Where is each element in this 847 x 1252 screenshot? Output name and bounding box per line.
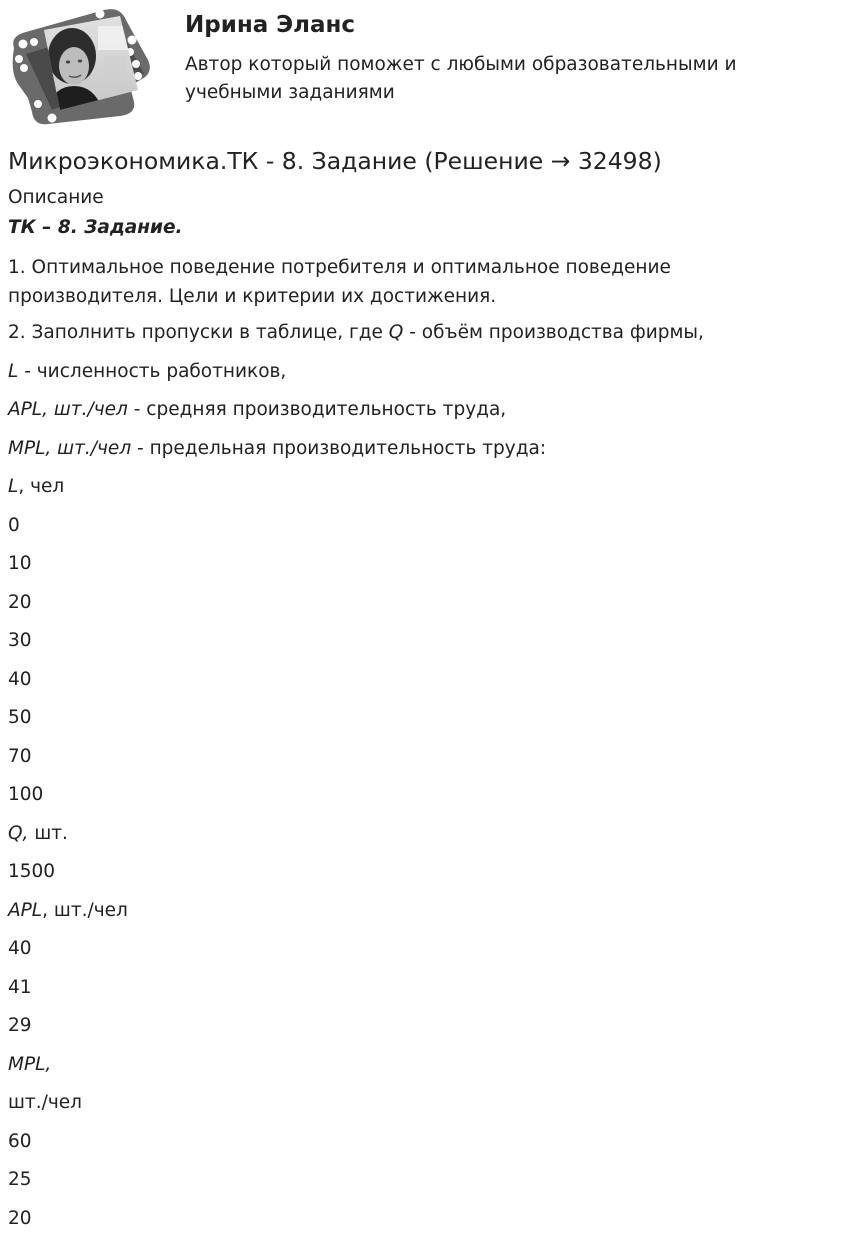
table-l-header-unit: , чел	[18, 476, 65, 497]
table-cell: 1500	[8, 861, 56, 882]
table-q-header	[8, 823, 68, 844]
table-cell: 60	[8, 1131, 32, 1152]
author-name[interactable]: Ирина Эланс	[185, 12, 356, 38]
table-cell: 25	[8, 1169, 32, 1190]
task-item-2-suffix: - объём производства фирмы,	[403, 322, 704, 343]
table-cell: 40	[8, 669, 32, 690]
table-cell: 0	[8, 515, 20, 536]
task-item-2	[8, 322, 704, 343]
definition-l-text: - численность работников,	[18, 361, 287, 382]
task-title: ТК – 8. Задание.	[8, 217, 183, 238]
definition-l-var: L	[8, 361, 19, 382]
table-q-header-var: Q,	[8, 823, 29, 844]
table-cell: 100	[8, 784, 44, 805]
definition-apl-text: - средняя производительность труда,	[127, 399, 507, 420]
table-cell: 20	[8, 1208, 32, 1229]
table-cell: 30	[8, 630, 32, 651]
table-q-header-unit: шт.	[28, 823, 68, 844]
table-cell: 70	[8, 746, 32, 767]
page-title: Микроэкономика.ТК - 8. Задание (Решение → 32498)	[8, 147, 662, 175]
definition-apl	[8, 399, 506, 420]
table-apl-header-unit: , шт./чел	[42, 900, 128, 921]
definition-mpl	[8, 438, 546, 459]
author-description: Автор который поможет с любыми образовательными и учебными заданиями	[185, 54, 737, 103]
task-item-2-var: Q	[388, 322, 404, 343]
definition-mpl-var: MPL, шт./чел	[8, 438, 132, 459]
table-l-header	[8, 476, 64, 497]
table-cell: 50	[8, 707, 32, 728]
task-item-2-prefix: 2. Заполнить пропуски в таблице, где	[8, 322, 389, 343]
definition-mpl-text: - предельная производительность труда:	[131, 438, 547, 459]
table-cell: 41	[8, 977, 32, 998]
table-cell: 29	[8, 1015, 32, 1036]
table-l-header-var: L	[8, 476, 19, 497]
task-item-1: 1. Оптимальное поведение потребителя и оптимальное поведение производителя. Цели и критерии их достижения.	[8, 257, 671, 307]
table-cell: 40	[8, 938, 32, 959]
table-mpl-header-unit: шт./чел	[8, 1092, 82, 1113]
table-cell: 20	[8, 592, 32, 613]
table-apl-header	[8, 900, 128, 921]
description-heading: Описание	[8, 187, 104, 208]
definition-apl-var: APL, шт./чел	[8, 399, 128, 420]
table-apl-header-var: APL	[8, 900, 43, 921]
author-header	[8, 6, 838, 130]
definition-l	[8, 361, 286, 382]
table-cell: 10	[8, 553, 32, 574]
table-mpl-header-var: MPL,	[8, 1054, 52, 1075]
author-avatar[interactable]	[8, 6, 154, 126]
